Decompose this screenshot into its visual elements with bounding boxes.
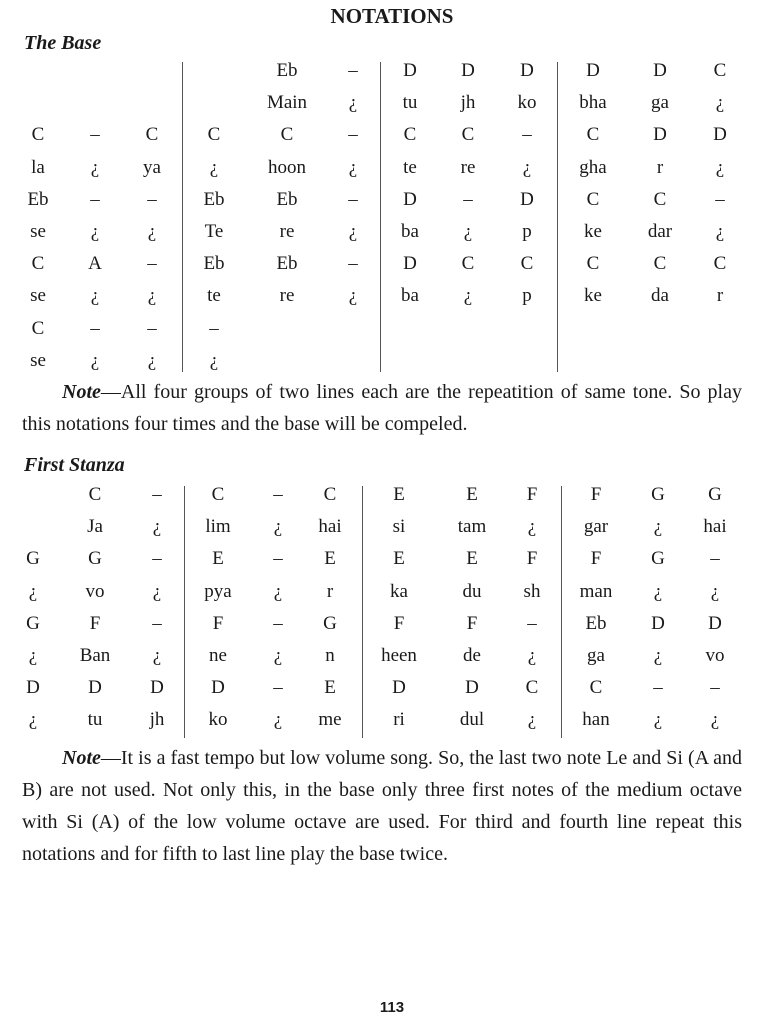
notation-cell: r [326,580,334,602]
notation-cell: – [152,484,162,505]
bar-divider [561,486,562,738]
notation-cell: ¿ [710,709,720,731]
notation-cell: – [710,548,720,570]
notation-cell: D [461,60,475,81]
notation-cell: F [466,612,478,634]
notation-cell: F [526,484,538,505]
notation-cell: C [653,253,667,275]
notation-cell: ¿ [522,156,532,178]
notation-cell: me [318,709,342,731]
notation-cell: hoon [268,156,306,178]
notation-cell: pya [204,580,232,602]
notation-cell: ka [390,580,408,602]
notation-cell: G [651,548,665,570]
notation-cell: re [279,285,295,307]
notation-cell: p [522,221,532,242]
notation-cell: F [393,612,405,634]
notation-cell: C [520,253,534,275]
notation-cell: Eb [276,253,298,275]
notation-cell: C [586,188,600,210]
notation-cell: ¿ [348,92,358,114]
notation-cell: de [463,645,481,666]
notation-cell: D [586,60,600,81]
notation-cell: D [708,612,722,634]
notation-cell: tam [457,516,487,538]
notation-cell: C [31,253,45,275]
notation-cell: ¿ [90,285,100,307]
notation-cell: ¿ [463,221,473,242]
notation-cell: C [586,253,600,275]
notation-cell: ¿ [710,580,720,602]
note-label: Note [62,381,101,403]
notation-cell: G [26,548,40,570]
notation-cell: ¿ [90,349,100,371]
notation-cell: ¿ [273,709,283,731]
notation-cell: Ja [87,516,103,538]
notation-cell: F [212,612,224,634]
notation-cell: vo [705,645,725,666]
notation-cell: re [460,156,476,178]
notation-cell: – [273,612,283,634]
notation-cell: ke [584,221,602,242]
notation-cell: ¿ [348,285,358,307]
notation-cell: dul [459,709,485,731]
page-title: NOTATIONS [330,4,454,28]
notation-cell: ¿ [653,516,663,538]
notation-cell: – [147,253,157,275]
notation-cell: ¿ [90,221,100,242]
notation-cell: – [273,677,283,699]
notation-cell: ¿ [348,156,358,178]
notation-cell: Eb [27,188,49,210]
notation-cell: – [90,188,100,210]
notation-cell: G [26,612,40,634]
notation-cell: ga [587,645,605,666]
notation-cell: te [207,285,221,307]
notation-cell: ¿ [28,709,38,731]
notation-cell: G [708,484,722,505]
notation-cell: ¿ [715,156,725,178]
bar-divider [182,62,183,372]
notation-cell: n [325,645,335,666]
notation-cell: Main [266,92,308,114]
notation-cell: C [31,317,45,339]
notation-cell: C [461,253,475,275]
notation-cell: F [89,612,101,634]
notation-cell: ba [401,285,419,307]
stanza-heading: First Stanza [24,454,125,476]
notation-cell: C [280,124,294,146]
notation-cell: se [30,349,46,371]
notation-cell: – [152,612,162,634]
notation-cell: E [324,677,336,699]
notation-cell: – [152,548,162,570]
notation-cell: ¿ [152,645,162,666]
notation-cell: D [403,60,417,81]
notation-cell: ri [393,709,405,731]
notation-cell: E [212,548,224,570]
notation-cell: G [323,612,337,634]
notation-cell: ¿ [653,580,663,602]
note-text: —It is a fast tempo but low volume song. So, the last two note Le and Si (A and B) are not used. Not only this, in the base only three first notes of the medium octave with Si (A) of the low volume octave are used. For third and fourth line repeat this notations and for fifth to last line play the base twice. [22,747,742,865]
notation-cell: man [579,580,613,602]
notation-cell: C [589,677,603,699]
notation-cell: te [403,156,417,178]
notation-cell: ke [584,285,602,307]
notation-cell: ¿ [147,349,157,371]
notation-cell: re [279,221,295,242]
notation-cell: D [520,60,534,81]
bar-divider [184,486,185,738]
notation-cell: Te [204,221,224,242]
notation-cell: ¿ [527,516,537,538]
notation-cell: A [88,253,102,275]
notation-cell: – [348,253,358,275]
notation-cell: – [90,317,100,339]
notation-cell: ¿ [147,221,157,242]
notation-cell: E [466,484,478,505]
notation-cell: du [462,580,482,602]
bar-divider [380,62,381,372]
notation-cell: D [392,677,406,699]
notation-cell: – [348,60,358,81]
notation-cell: C [31,124,45,146]
notation-cell: ¿ [147,285,157,307]
notation-cell: D [465,677,479,699]
notation-cell: D [88,677,102,699]
notation-cell: – [710,677,720,699]
notation-cell: D [211,677,225,699]
stanza-notation-table [0,484,784,744]
notation-cell: la [31,156,45,178]
notation-cell: – [348,188,358,210]
notation-cell: C [525,677,539,699]
notation-cell: ¿ [273,516,283,538]
notation-cell: ¿ [152,580,162,602]
notation-cell: ko [517,92,537,114]
notation-cell: – [90,124,100,146]
notation-cell: Eb [276,60,298,81]
notation-cell: si [392,516,406,538]
notation-cell: ¿ [653,709,663,731]
notation-cell: sh [523,580,541,602]
notation-cell: lim [205,516,231,538]
notation-cell: C [211,484,225,505]
notation-cell: D [653,124,667,146]
notation-cell: se [30,221,46,242]
notation-cell: C [713,253,727,275]
notation-cell: jh [460,92,476,114]
notation-cell: C [88,484,102,505]
notation-cell: E [324,548,336,570]
notation-cell: bha [579,92,607,114]
notation-cell: – [273,548,283,570]
notation-cell: G [88,548,102,570]
notation-cell: C [586,124,600,146]
page-number: 113 [379,999,405,1016]
notation-cell: r [656,156,664,178]
notation-cell: C [653,188,667,210]
notation-cell: tu [402,92,418,114]
notation-cell: F [526,548,538,570]
notation-cell: p [522,285,532,307]
stanza-note [22,742,742,870]
notation-cell: hai [703,516,727,538]
notation-cell: ¿ [715,221,725,242]
notation-cell: – [209,317,219,339]
notation-cell: F [590,548,602,570]
notation-cell: G [651,484,665,505]
notation-cell: jh [149,709,165,731]
bar-divider [557,62,558,372]
notation-cell: gha [579,156,607,178]
notation-cell: da [651,285,669,307]
notation-cell: ¿ [348,221,358,242]
notation-cell: ¿ [273,645,283,666]
notation-cell: D [403,188,417,210]
notation-cell: han [582,709,610,731]
notation-cell: ¿ [463,285,473,307]
notation-cell: tu [87,709,103,731]
notation-cell: ko [208,709,228,731]
notation-cell: – [522,124,532,146]
notation-cell: – [527,612,537,634]
notation-cell: E [393,548,405,570]
notation-cell: C [323,484,337,505]
notation-cell: ¿ [209,156,219,178]
notation-cell: ¿ [527,645,537,666]
notation-cell: se [30,285,46,307]
bar-divider [362,486,363,738]
notation-cell: ¿ [152,516,162,538]
notation-cell: heen [381,645,417,666]
notation-cell: ¿ [273,580,283,602]
notation-cell: – [653,677,663,699]
notation-cell: ¿ [715,92,725,114]
base-note [22,376,742,440]
notation-cell: D [150,677,164,699]
notation-cell: C [403,124,417,146]
notation-cell: ne [209,645,227,666]
notation-cell: C [461,124,475,146]
notation-cell: D [403,253,417,275]
notation-cell: D [520,188,534,210]
notation-cell: ga [651,92,669,114]
notation-cell: D [26,677,40,699]
notation-cell: Eb [203,253,225,275]
notation-cell: gar [583,516,609,538]
notation-cell: C [713,60,727,81]
notation-cell: D [651,612,665,634]
notation-cell: F [590,484,602,505]
notation-cell: r [716,285,724,307]
notation-cell: D [653,60,667,81]
notation-cell: – [273,484,283,505]
notation-cell: vo [85,580,105,602]
notation-cell: – [147,317,157,339]
notation-cell: ¿ [28,580,38,602]
notation-cell: ¿ [209,349,219,371]
notation-cell: ¿ [28,645,38,666]
notation-cell: – [715,188,725,210]
base-heading: The Base [24,32,102,54]
notation-cell: – [463,188,473,210]
notation-cell: C [207,124,221,146]
notation-cell: – [147,188,157,210]
notation-cell: ya [143,156,161,178]
notation-cell: ¿ [90,156,100,178]
notation-cell: hai [318,516,342,538]
notation-cell: D [713,124,727,146]
notation-cell: dar [647,221,673,242]
notation-cell: ¿ [653,645,663,666]
notation-cell: ¿ [527,709,537,731]
note-label: Note [62,747,101,769]
notation-cell: – [348,124,358,146]
notation-cell: C [145,124,159,146]
notation-cell: E [466,548,478,570]
notation-cell: Ban [79,645,111,666]
base-notation-table [0,60,784,380]
notation-cell: Eb [203,188,225,210]
notation-cell: E [393,484,405,505]
notation-cell: Eb [585,612,607,634]
note-text: —All four groups of two lines each are the repeatition of same tone. So play this notations four times and the base will be compeled. [22,381,742,435]
notation-cell: Eb [276,188,298,210]
notation-cell: ba [401,221,419,242]
